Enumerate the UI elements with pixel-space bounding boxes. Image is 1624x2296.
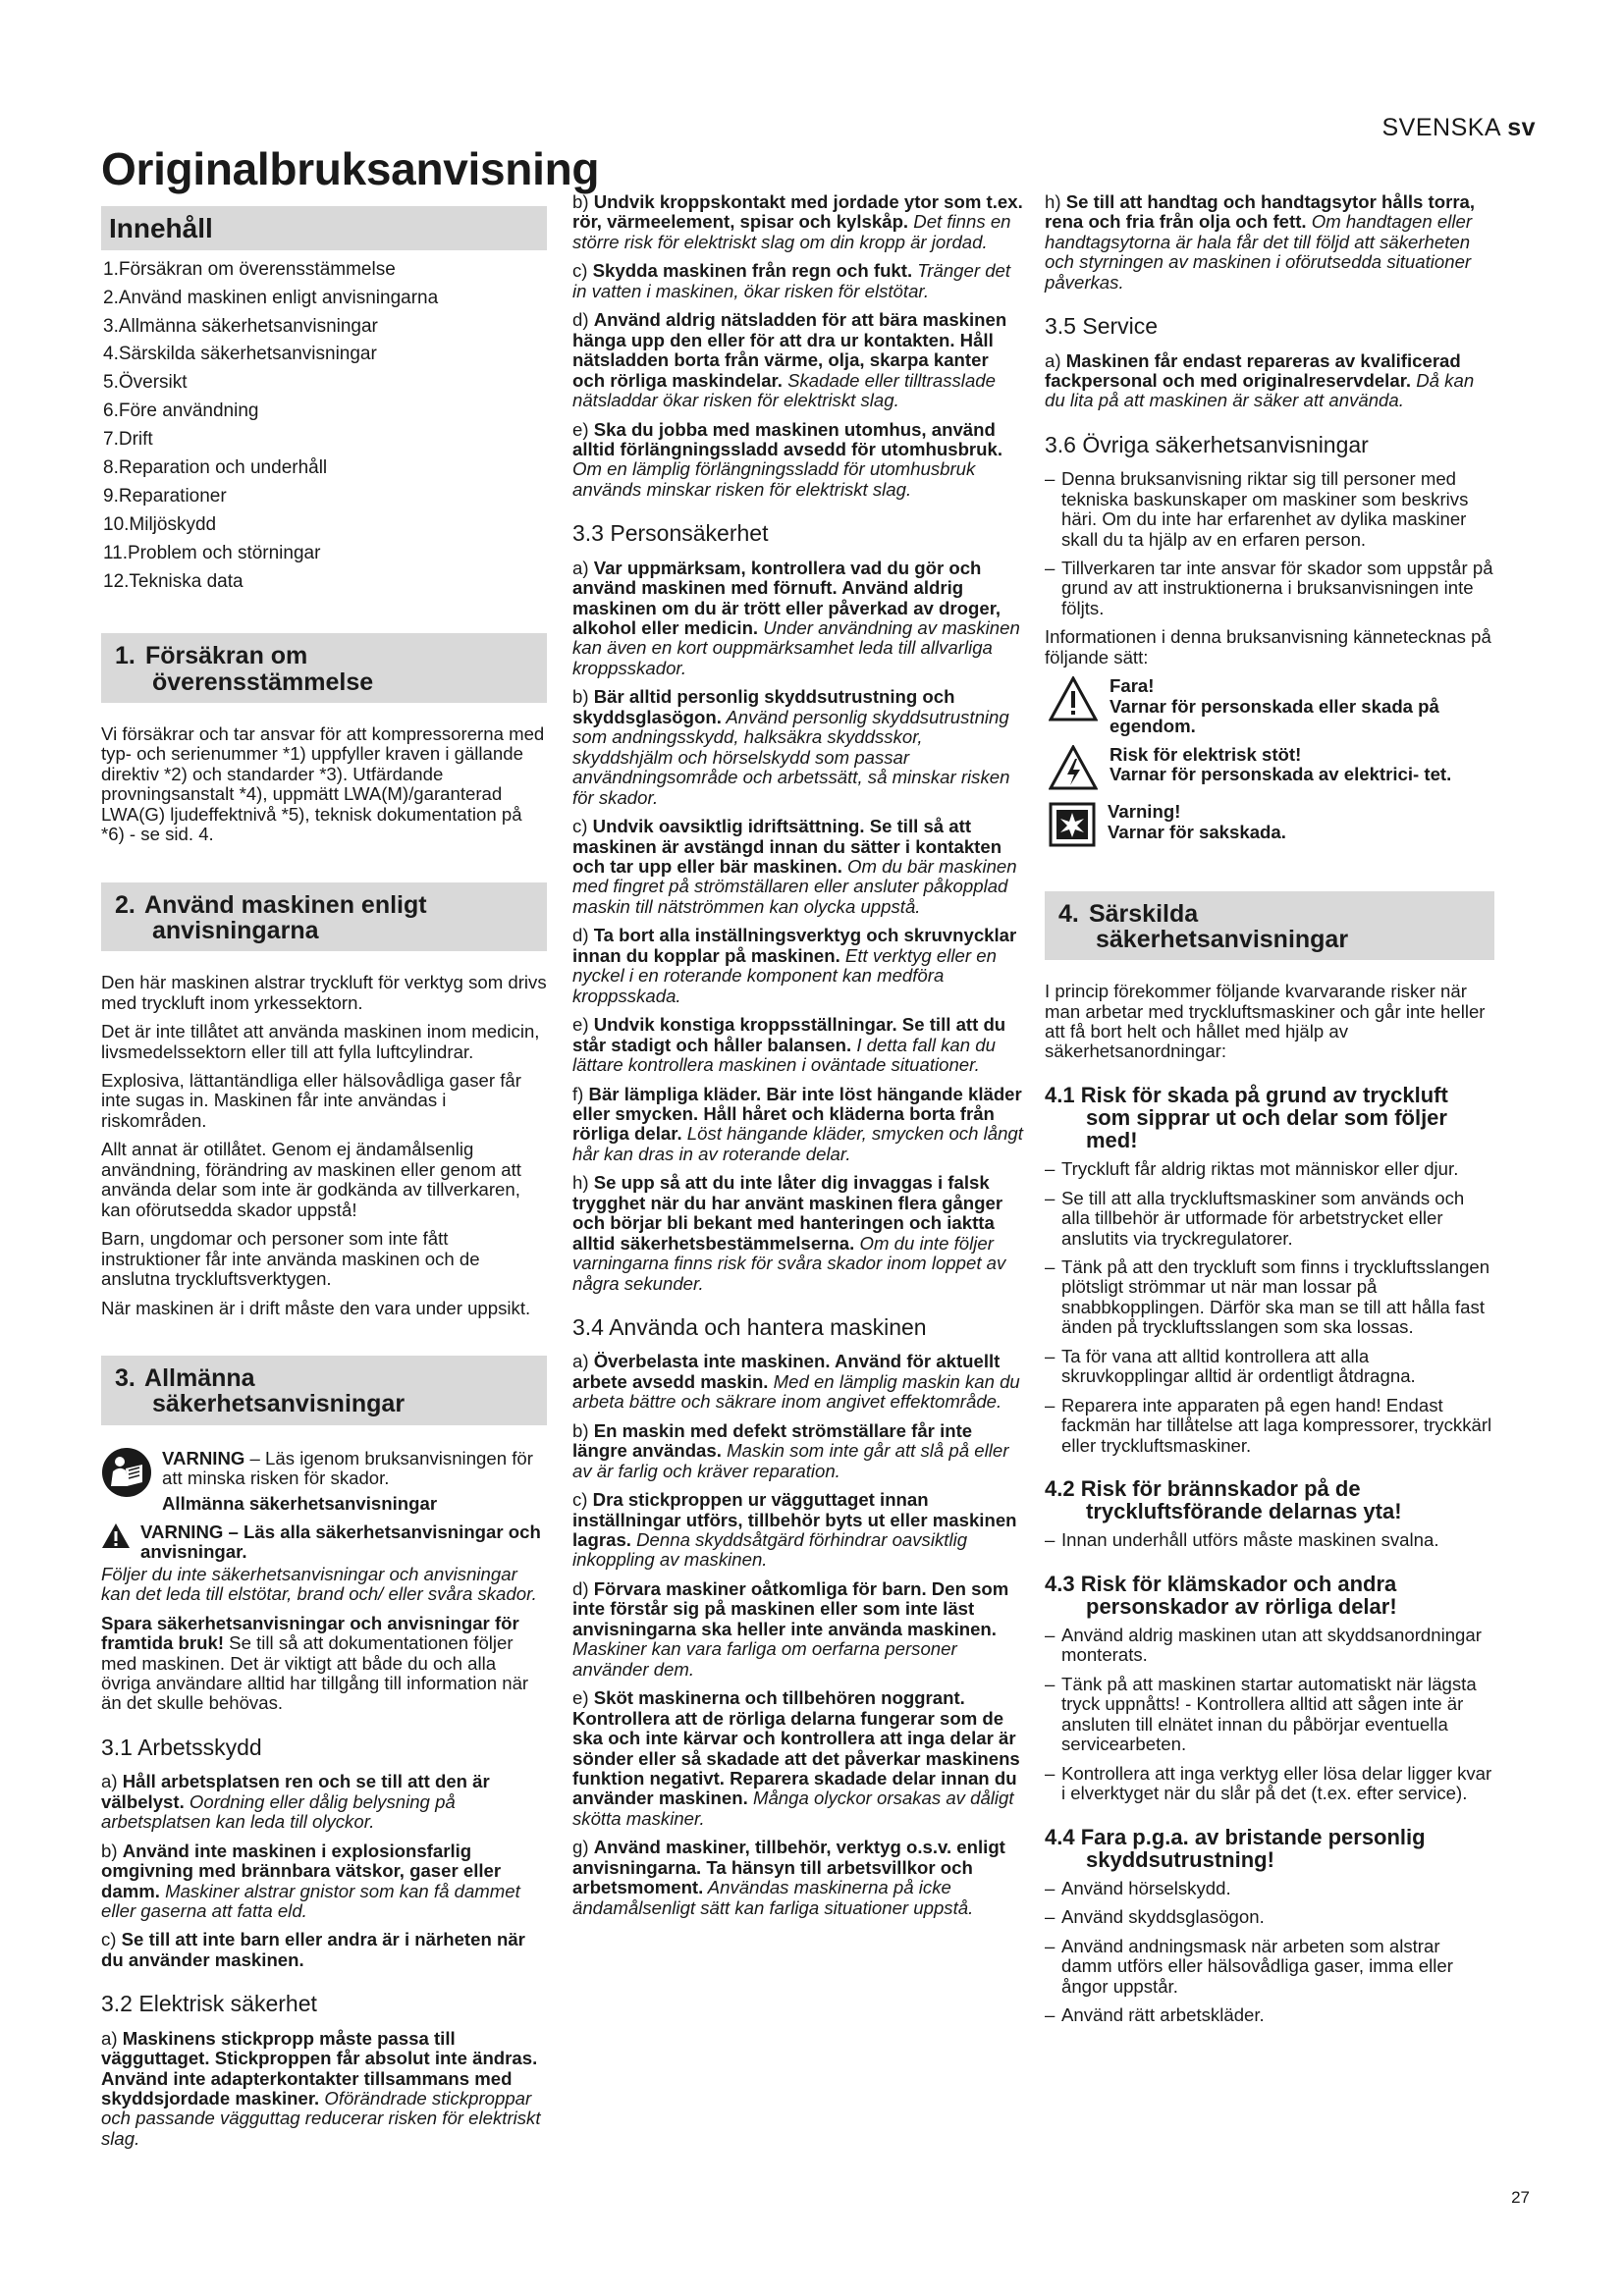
- item-explanation: Maskiner kan vara farliga om oerfarna personer använder dem.: [572, 1638, 957, 1680]
- section-heading-4: [1045, 891, 1494, 961]
- item-letter: e): [572, 1014, 594, 1036]
- heading-3-3: 3.3 Personsäkerhet: [572, 520, 769, 547]
- item-explanation: Det finns en större risk för elektriskt slag om din kropp är jordad.: [572, 211, 1011, 252]
- item-instruction: Ta bort alla inställningsverktyg och skruvnycklar innan du kopplar på maskinen.: [572, 925, 1017, 966]
- subsection-number: 4.4: [1045, 1824, 1075, 1849]
- subsection-heading: [1045, 1573, 1494, 1618]
- item-explanation: Använd personlig skyddsutrustning som andningsskydd, halksäkra skyddsskor, skyddshjälm och hörselskydd som passar användningsområde och arbetssätt, så minskar risken för skador.: [572, 706, 1010, 808]
- bullet-item: – Tillverkaren tar inte ansvar för skador som uppstår på grund av att instruktionerna i bruksanvisningen inte följts.: [1045, 559, 1494, 618]
- column-right: [1045, 192, 1494, 2034]
- toc-item: 11.Problem och störningar: [103, 542, 321, 563]
- item-instruction: Se till att handtag och handtagsytor hålls torra, rena och fria från olja och fett.: [1045, 191, 1476, 233]
- toc-item: 10.Miljöskydd: [103, 513, 217, 535]
- keep-instructions: [101, 1614, 547, 1714]
- item-explanation: Under användning av maskinen kan även en kort ouppmärksamhet leda till allvarliga kroppsskador.: [572, 617, 1020, 678]
- table-of-contents: [101, 260, 547, 593]
- language-code: sv: [1507, 114, 1536, 141]
- item-explanation: Denna skyddsåtgärd förhindrar oavsiktlig inkoppling av maskinen.: [572, 1528, 968, 1571]
- symbol-damage: [1045, 802, 1494, 851]
- subsection-heading: [1045, 1826, 1494, 1871]
- item-letter: b): [572, 1419, 594, 1441]
- paragraph: Det är inte tillåtet att använda maskinen inom medicin, livsmedelssektorn eller till att fylla luftcylindrar.: [101, 1021, 540, 1062]
- subsection-number: 4.1: [1045, 1082, 1075, 1107]
- work-area-safety-list: [101, 1772, 547, 1970]
- item-instruction: Sköt maskinerna och tillbehören noggrant. Kontrollera att de rörliga delarna fungerar som de ska och inte kärvar och kontrollera att inga delar är sönder eller så skadade att det påverkar maskinens funktion negativt. Reparera skadade delar innan du använder maskinen.: [572, 1687, 1020, 1809]
- bullet-item: – Innan underhåll utförs måste maskinen svalna.: [1045, 1530, 1494, 1550]
- heading-3-4: 3.4 Använda och hantera maskinen: [572, 1314, 927, 1341]
- item-letter: e): [572, 1687, 594, 1709]
- electric-shock-icon: [1049, 745, 1098, 794]
- toc-item: 5.Översikt: [103, 372, 188, 394]
- item-explanation: Då kan du lita på att maskinen är säker att använda.: [1045, 370, 1475, 411]
- item-explanation: Tränger det in vatten i maskinen, ökar risken för elstötar.: [572, 260, 1011, 301]
- intended-use-text: [101, 973, 547, 1318]
- item-instruction: Undvik oavsiktlig idriftsättning. Se till så att maskinen är avstängd innan du sätter i kontakten och tar upp eller bär maskinen.: [572, 816, 1002, 877]
- heading-3-6: 3.6 Övriga säkerhetsanvisningar: [1045, 431, 1369, 457]
- list-item: [1045, 192, 1494, 293]
- item-instruction: Förvara maskiner oåtkomliga för barn. Den som inte förstår sig på maskinen eller som inte läst anvisningarna ska heller inte använda maskinen.: [572, 1577, 1009, 1639]
- item-explanation: Användas maskinerna på icke ändamålsenligt sätt kan farliga situationer uppstå.: [572, 1877, 974, 1918]
- section-title-line2: säkerhetsanvisningar: [152, 1390, 406, 1418]
- language-label: [1382, 114, 1537, 142]
- list-item: [572, 310, 1023, 410]
- list-item: [572, 817, 1023, 917]
- tool-use-list-part2: [1045, 192, 1494, 293]
- toc-item: 3.Allmänna säkerhetsanvisningar: [103, 315, 378, 337]
- danger-triangle-icon: [1049, 676, 1098, 725]
- paragraph: När maskinen är i drift måste den vara under uppsikt.: [101, 1297, 531, 1318]
- list-item: [101, 1772, 547, 1832]
- bullet-item: – Använd andningsmask när arbeten som alstrar damm utförs eller hälsovådliga gaser, imma eller ångor uppstår.: [1045, 1937, 1494, 1997]
- list-item: [572, 1579, 1023, 1680]
- toc-item: 6.Före användning: [103, 400, 259, 422]
- item-instruction: Maskinen får endast repareras av kvalificerad fackpersonal och med originalreservdelar.: [1045, 349, 1461, 392]
- paragraph: Barn, ungdomar och personer som inte fått instruktioner får inte använda maskinen och de anslutna tryckluftsverktygen.: [101, 1228, 480, 1290]
- item-instruction: Bär lämpliga kläder. Bär inte löst hängande kläder eller smycken. Håll håret och kläderna borta från rörliga delar.: [572, 1083, 1022, 1145]
- read-manual-icon: [101, 1447, 152, 1502]
- column-left: [101, 192, 547, 2158]
- list-item: [101, 2029, 547, 2150]
- subsection-title-line2: tryckluftsförande delarnas yta!: [1086, 1499, 1402, 1524]
- list-item: [572, 1085, 1023, 1165]
- item-letter: c): [572, 816, 593, 837]
- list-item: [572, 420, 1023, 501]
- toc-heading: Innehåll: [101, 206, 547, 250]
- symbol-electric: [1045, 745, 1494, 794]
- bullet-item: – Se till att alla tryckluftsmaskiner som används och alla tillbehör är utformade för arbetstrycket eller anslutits via tryckregulatorer.: [1045, 1189, 1494, 1249]
- item-letter: a): [1045, 349, 1066, 371]
- bullet-list: [1045, 1626, 1494, 1804]
- electrical-safety-list-part1: [101, 2029, 547, 2150]
- section-title-line1: Använd maskinen enligt: [144, 890, 427, 919]
- toc-item: 4.Särskilda säkerhetsanvisningar: [103, 344, 377, 365]
- paragraph: Explosiva, lättantändliga eller hälsovådliga gaser får inte sugas in. Maskinen får inte användas i riskområden.: [101, 1070, 521, 1131]
- subsection-number: 4.2: [1045, 1476, 1075, 1502]
- item-letter: a): [101, 2027, 123, 2049]
- section-title-line1: Allmänna: [144, 1364, 255, 1392]
- toc-item: 12.Tekniska data: [103, 570, 244, 592]
- bullet-item: – Kontrollera att inga verktyg eller lösa delar ligger kvar i elverktyget när du slår på det (t.ex. efter service).: [1045, 1764, 1494, 1804]
- bullet-item: – Tryckluft får aldrig riktas mot människor eller djur.: [1045, 1159, 1494, 1179]
- list-item: [572, 1838, 1023, 1918]
- symbol-desc: Varnar för sakskada.: [1108, 821, 1286, 842]
- item-letter: g): [572, 1837, 594, 1858]
- item-letter: h): [1045, 191, 1066, 212]
- item-explanation: Maskiner alstrar gnistor som kan få dammet eller gaserna att fatta eld.: [101, 1880, 520, 1921]
- bullet-list: [1045, 1879, 1494, 2026]
- list-item: [572, 1015, 1023, 1075]
- subsection-heading: [1045, 1477, 1494, 1522]
- symbol-title: Fara!: [1110, 675, 1155, 697]
- item-instruction: Maskinens stickpropp måste passa till vägguttaget. Stickproppen får absolut inte ändras. Använd inte adapterkontakter tillsammans med skyddsjordade maskiner.: [101, 2027, 538, 2109]
- list-item: [572, 559, 1023, 679]
- section-title-line2: säkerhetsanvisningar: [1096, 925, 1349, 953]
- item-instruction: Se till att inte barn eller andra är i närheten när du använder maskinen.: [101, 1929, 525, 1970]
- item-instruction: Ska du jobba med maskinen utomhus, använd alltid förlängningssladd avsedd för utomhusbruk.: [572, 418, 1003, 459]
- list-item: [572, 1352, 1023, 1412]
- item-explanation: Med en lämplig maskin kan du arbeta bättre och säkrare inom angivet effektområde.: [572, 1370, 1020, 1413]
- item-explanation: Skadade eller tilltrasslade nätsladdar ökar risken för elektriskt slag.: [572, 369, 996, 411]
- item-instruction: Se upp så att du inte låter dig invaggas i falsk trygghet när du har använt maskinen flera gånger och börjar bli bekant med hanteringen och iaktta alltid säkerhetsbestämmelserna.: [572, 1172, 1003, 1254]
- item-letter: f): [572, 1083, 589, 1104]
- toc-item: 8.Reparation och underhåll: [103, 457, 328, 479]
- toc-item: 1.Försäkran om överensstämmelse: [103, 258, 396, 280]
- bullet-item: – Använd skyddsglasögon.: [1045, 1907, 1494, 1927]
- toc-item: 2.Använd maskinen enligt anvisningarna: [103, 287, 439, 308]
- warning-read-all: VARNING – Läs alla säkerhetsanvisningar och anvisningar.: [140, 1521, 541, 1563]
- subsection-title-line1: Risk för skada på grund av tryckluft: [1080, 1082, 1448, 1107]
- bullet-item: – Ta för vana att alltid kontrollera att alla skruvkopplingar alltid är ordentligt åtdragna.: [1045, 1347, 1494, 1387]
- section-heading-2: [101, 882, 547, 952]
- bullet-item: – Tänk på att den tryckluft som finns i tryckluftsslangen plötsligt strömmar ut när man lossar på snabbkopplingen. Därför ska man se till att hålla fast änden på tryckluftsslangen som ska lossas.: [1045, 1257, 1494, 1338]
- read-all-warning: [101, 1522, 547, 1563]
- item-letter: c): [101, 1929, 122, 1950]
- warning-label: VARNING: [162, 1447, 245, 1468]
- item-explanation: Löst hängande kläder, smycken och långt hår kan dras in av roterande delar.: [572, 1123, 1023, 1164]
- item-instruction: Använd aldrig nätsladden för att bära maskinen hänga upp den eller för att dra ur kontakten. Håll nätsladden borta från värme, olja, skarpa kanter och rörliga maskindelar.: [572, 309, 1007, 391]
- item-instruction: Överbelasta inte maskinen. Använd för aktuellt arbete avsedd maskin.: [572, 1351, 1001, 1392]
- item-explanation: Oordning eller dålig belysning på arbetsplatsen kan leda till olyckor.: [101, 1790, 456, 1833]
- symbol-desc: Varnar för personskada eller skada på egendom.: [1110, 695, 1439, 737]
- subheading-general-safety: Allmänna säkerhetsanvisningar: [162, 1493, 438, 1515]
- bullet-item: – Denna bruksanvisning riktar sig till personer med tekniska baskunskaper om maskiner som beskrivs häri. Om du inte har erfarenhet av dylika maskiner skall du ta hjälp av en erfaren person.: [1045, 469, 1494, 550]
- list-item: [572, 1421, 1023, 1481]
- list-item: [101, 1842, 547, 1922]
- item-letter: b): [572, 686, 594, 708]
- subsection-title-line1: Fara p.g.a. av bristande personlig: [1080, 1824, 1426, 1849]
- subsection-title-line1: Risk för klämskador och andra: [1080, 1571, 1397, 1596]
- list-item: [572, 1173, 1023, 1294]
- bullet-item: – Använd hörselskydd.: [1045, 1879, 1494, 1898]
- service-list: [1045, 351, 1494, 411]
- bullet-item: – Använd aldrig maskinen utan att skyddsanordningar monterats.: [1045, 1626, 1494, 1666]
- section-number: 4.: [1058, 899, 1079, 928]
- section-title-line2: anvisningarna: [152, 916, 319, 944]
- item-letter: b): [572, 191, 594, 212]
- page-title: Originalbruksanvisning: [101, 143, 600, 194]
- symbol-title: Varning!: [1108, 801, 1181, 823]
- item-instruction: Undvik konstiga kroppsställningar. Se till att du står stadigt och håller balansen.: [572, 1014, 1006, 1055]
- keep-instructions-bold: Spara säkerhetsanvisningar och anvisningar för framtida bruk!: [101, 1612, 519, 1654]
- item-explanation: Ett verktyg eller en nyckel i en roterande komponent kan medföra kroppsskada.: [572, 944, 997, 1006]
- property-damage-icon: [1049, 802, 1096, 851]
- list-item: [572, 687, 1023, 808]
- item-instruction: Använd maskiner, tillbehör, verktyg o.s.v. enligt anvisningarna. Ta hänsyn till arbetsvillkor och arbetsmoment.: [572, 1837, 1005, 1898]
- personal-safety-list: [572, 559, 1023, 1294]
- bullet-list: [1045, 1530, 1494, 1550]
- subsection-heading: [1045, 1084, 1494, 1151]
- section-number: 3.: [115, 1364, 135, 1392]
- item-explanation: Oförändrade stickproppar och passande vägguttag reducerar risken för elektriskt slag.: [101, 2087, 541, 2149]
- item-explanation: Om handtagen eller handtagsytorna är hala får det till följd att säkerheten och styrningen av maskinen i oförutsedda situationer påverkas.: [1045, 211, 1473, 293]
- item-explanation: Många olyckor orsakas av dåligt skötta maskiner.: [572, 1788, 1014, 1829]
- bullet-item: – Tänk på att maskinen startar automatiskt när lägsta tryck uppnåtts! - Kontrollera alltid att sågen inte är ansluten till elnätet innan du påbörjar eventuella servicearbeten.: [1045, 1675, 1494, 1755]
- item-explanation: Maskin som inte går att slå på eller av är farlig och kräver reparation.: [572, 1440, 1009, 1481]
- list-item: [572, 1688, 1023, 1829]
- item-letter: e): [572, 418, 594, 440]
- list-item: [572, 926, 1023, 1006]
- toc-item: 7.Drift: [103, 429, 153, 451]
- declaration-text: Vi försäkrar och tar ansvar för att kompressorerna med typ- och serienummer *1) uppfyller kraven i gällande direktiv *2) och standarder *3). Utfärdande provningsanstalt *4), uppmätt LWA(M)/garanterad LWA(G) ljudeffektnivå *5), teknisk dokumentation på *6) - se sid. 4.: [101, 722, 545, 845]
- item-explanation: Om en lämplig förlängningssladd för utomhusbruk används minskar risken för elektriskt slag.: [572, 458, 976, 500]
- item-instruction: Skydda maskinen från regn och fukt.: [592, 260, 913, 282]
- warning-consequence: Följer du inte säkerhetsanvisningar och anvisningar kan det leda till elstötar, brand och/ eller svåra skador.: [101, 1563, 537, 1605]
- heading-3-2: 3.2 Elektrisk säkerhet: [101, 1991, 317, 2017]
- symbol-title: Risk för elektrisk stöt!: [1110, 743, 1302, 765]
- other-safety-list: [1045, 469, 1494, 618]
- section-title-line1: Särskilda: [1088, 899, 1199, 928]
- list-item: [572, 1490, 1023, 1571]
- item-instruction: Använd inte maskinen i explosionsfarlig omgivning med brännbara vätskor, gaser eller damm.: [101, 1840, 502, 1901]
- paragraph: Den här maskinen alstrar tryckluft för verktyg som drivs med tryckluft inom yrkessektorn.: [101, 972, 547, 1013]
- bullet-item: – Reparera inte apparaten på egen hand! Endast fackmän har tillåtelse att laga kompressorer, tryckkärl eller tryckluftsmaskiner.: [1045, 1396, 1494, 1456]
- subsection-title-line2: personskador av rörliga delar!: [1086, 1593, 1397, 1619]
- section-heading-3: [101, 1356, 547, 1425]
- item-letter: a): [101, 1771, 123, 1792]
- section-title-line2: överensstämmelse: [152, 667, 374, 696]
- residual-risks-intro: I princip förekommer följande kvarvarande risker när man arbetar med tryckluftsmaskiner och går inte heller att få bort helt och hållet med hjälp av säkerhetsanordningar:: [1045, 981, 1486, 1062]
- item-letter: b): [101, 1840, 123, 1861]
- residual-risks: [1045, 1084, 1494, 2026]
- item-letter: a): [572, 1351, 594, 1372]
- read-manual-warning: [101, 1447, 547, 1515]
- paragraph: Allt annat är otillåtet. Genom ej ändamålsenlig användning, förändring av maskinen eller genom att använda delar som inte är godkända av tillverkaren, kan oförutsedda skador uppstå!: [101, 1139, 521, 1220]
- item-letter: d): [572, 1577, 594, 1599]
- item-explanation: I detta fall kan du lättare kontrollera maskinen i oväntade situationer.: [572, 1034, 996, 1076]
- keep-instructions-text: Se till så att dokumentationen följer med maskinen. Det är viktigt att både du och alla övriga användare alltid har tillgång till information när än det skulle behövas.: [101, 1632, 529, 1714]
- item-instruction: Dra stickproppen ur vägguttaget innan inställningar utförs, tillbehör byts ut eller maskinen lagras.: [572, 1489, 1017, 1550]
- item-letter: d): [572, 925, 594, 946]
- tool-use-list-part1: [572, 1352, 1023, 1918]
- item-explanation: Om du bär maskinen med fingret på strömställaren eller ansluter påkopplad maskin till nätströmmen kan olycka uppstå.: [572, 855, 1017, 917]
- item-letter: h): [572, 1172, 594, 1194]
- item-instruction: Var uppmärksam, kontrollera vad du gör och använd maskinen med förnuft. Använd aldrig maskinen om du är trött eller påverkad av droger, alkohol eller medicin.: [572, 557, 1001, 638]
- list-item: [1045, 351, 1494, 411]
- warning-triangle-icon: [101, 1522, 131, 1553]
- item-letter: a): [572, 557, 594, 578]
- heading-3-1: 3.1 Arbetsskydd: [101, 1734, 262, 1760]
- item-explanation: Om du inte följer varningarna finns risk för svåra skador inom loppet av några sekunder.: [572, 1232, 1006, 1294]
- item-instruction: Undvik kroppskontakt med jordade ytor som t.ex. rör, värmeelement, spisar och kylskåp.: [572, 191, 1023, 233]
- list-item: [572, 261, 1023, 301]
- electrical-safety-list-part2: [572, 192, 1023, 500]
- subsection-title-line2: skyddsutrustning!: [1086, 1846, 1274, 1872]
- section-title-line1: Försäkran om: [144, 642, 308, 670]
- symbols-intro: Informationen i denna bruksanvisning kännetecknas på följande sätt:: [1045, 626, 1491, 667]
- page-number: 27: [1511, 2188, 1530, 2207]
- item-letter: c): [572, 1489, 593, 1511]
- subsection-number: 4.3: [1045, 1571, 1075, 1596]
- item-instruction: Bär alltid personlig skyddsutrustning och skyddsglasögon.: [572, 686, 955, 727]
- heading-3-5: 3.5 Service: [1045, 313, 1159, 340]
- bullet-item: – Använd rätt arbetskläder.: [1045, 2005, 1494, 2025]
- column-middle: [572, 192, 1023, 1927]
- subsection-title-line1: Risk för brännskador på de: [1080, 1476, 1361, 1502]
- item-instruction: En maskin med defekt strömställare får inte längre användas.: [572, 1419, 973, 1462]
- list-item: [572, 192, 1023, 252]
- item-letter: d): [572, 309, 594, 331]
- symbol-desc: Varnar för personskada av elektrici- tet.: [1110, 764, 1452, 785]
- list-item: [101, 1930, 547, 1970]
- language-word: SVENSKA: [1381, 114, 1500, 141]
- toc-item: 9.Reparationer: [103, 485, 227, 507]
- section-heading-1: [101, 633, 547, 703]
- item-instruction: Håll arbetsplatsen ren och se till att den är välbelyst.: [101, 1771, 490, 1812]
- section-number: 2.: [115, 890, 135, 919]
- section-number: 1.: [115, 642, 135, 670]
- symbol-danger: [1045, 676, 1494, 736]
- item-letter: c): [572, 260, 593, 282]
- subsection-title-line2: som sipprar ut och delar som följer med!: [1086, 1104, 1447, 1153]
- bullet-list: [1045, 1159, 1494, 1456]
- warning-text: – Läs igenom bruksanvisningen för att minska risken för skador.: [162, 1447, 533, 1488]
